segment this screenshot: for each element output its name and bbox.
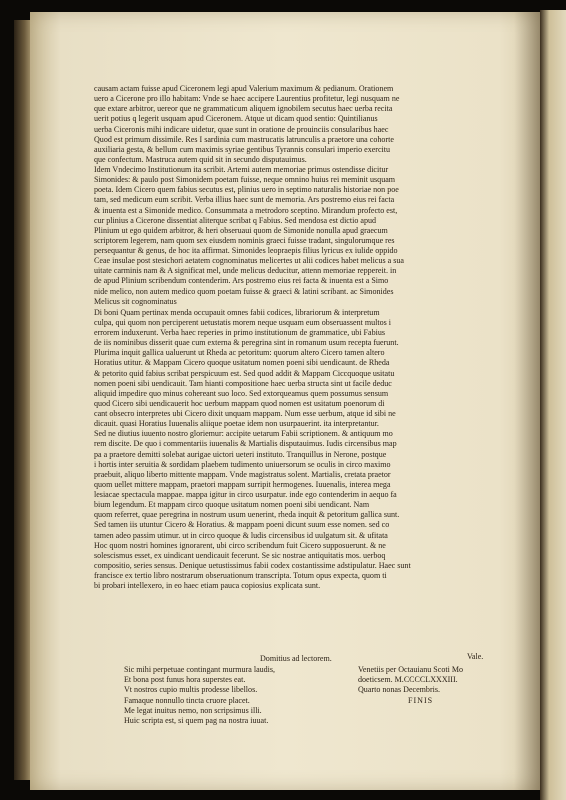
colophon-line: Quarto nonas Decembris. (358, 685, 441, 695)
text-line: uerit potius q legerit usquam apud Ciceronem. Atque ut dicam quod sentio: Quintilianus (94, 114, 378, 124)
colophon-line: doeticsem. M.CCCCLXXXIII. (358, 675, 458, 685)
vale-closing: Vale. (467, 652, 484, 661)
text-line: Idem Vndecimo Institutionum ita scribit. Artemi autem memoriae primus ostendisse dicitur (94, 165, 389, 174)
page-footer (124, 665, 504, 725)
paragraph-2 (94, 308, 506, 592)
text-line: bium legendum. Et mappam circo quoque usitatum nomen poeni sibi uendicant. Nam (94, 500, 370, 510)
verse-block (124, 665, 324, 726)
text-line: Plinium ut ego quidem arbitror, & heri obseruaui quom de Simonide nonulla apud graecum (94, 225, 388, 235)
text-line: uero a Cicerone pro illo habitam: Vnde se haec accipere Laurentius profitetur, legi nusquam ne (94, 94, 400, 104)
paragraph-1 (94, 84, 506, 307)
text-line: cant obsecro interpretes ubi Cicero dixit unquam mappam. Num esse uerbum, atque id sibi ne (94, 409, 396, 418)
verse-line: Et bona post funus hora superstes eat. (124, 675, 246, 685)
text-line: lesiacae spectacula mappae. mappa igitur in circo usurpatur. inde ego contenderim in aequo fa (94, 490, 397, 499)
text-line: errorem induxerunt. Verba haec reperies in primo institutionum de grammatice, ubi Fabius (94, 328, 386, 337)
text-line: rem discite. De quo i commentariis iuuenalis & Martialis disputauimus. Iudis circensibus map (94, 439, 397, 449)
verse-line: Me legat inuitus nemo, non scripsimus illi. (124, 705, 262, 715)
verse-heading: Domitius ad lectorem. (260, 654, 332, 663)
text-line: compositio, series sensus. Denique uetustissimus fabii codex costantissime adstipulatur. Haec sunt (94, 560, 411, 570)
text-line: Plurima inquit gallica ualuerunt ut Rheda ac petoritum: quorum altero Cicero tamen altero (94, 348, 385, 358)
text-line: i hortis inter seruitia & sordidam plaebem tudimento uniuersorum se oculis in circo maximo (94, 459, 391, 469)
text-line: nomen poeni sibi uendicauit. Tam hianti compositione haec uerba structa sint ut facile deduc (94, 378, 392, 388)
text-line: Simonides: & paulo post Simonidem poetam fuisse, neque omnino huius rei meminit usquam (94, 175, 396, 185)
text-line: scriptorem legerem, nam quom sex eiusdem nominis graeci fuisse tradant, singulorumque res (94, 235, 395, 245)
verse-line: Famaque nonnullo tincta cruore placet. (124, 695, 250, 705)
text-line: culpa, qui quom non perciperent uetustatis morem neque usquam eum obseruassent multos i (94, 317, 391, 327)
text-line: uerba Ciceronis mihi indicare uidetur, quae sunt in oratione de prouinciis consularibus haec (94, 124, 389, 134)
text-line: Sed ne diutius iuuento nostro gloriemur: accipite uetarum Fabii scriptionem. & antiquum mo (94, 429, 393, 439)
text-line: dicauit. quasi Horatius Iuuenalis aliique poetae idem non usurpauerint. ita interpretantur. (94, 419, 379, 429)
text-line: praebuit, aliquo liberto mittente mappam. Vnde magistratus solent. Martialis, cretata praetor (94, 469, 391, 479)
finis-text: FINIS (408, 695, 434, 705)
text-line: cur plinius a Cicerone dissentiat aliterque scribat q Fabius. Sed mendosa est dictio apud (94, 215, 377, 225)
text-line: Di boni Quam pertinax menda occupauit omnes fabii codices, librariorum & interpretum (94, 307, 380, 317)
text-line: quom uellet mittere mappam, praetori mappam surripit hermogenes. Iuuenalis, interea mega (94, 479, 391, 489)
text-line: Ceae insulae post stesichori aetatem cognominatus melicertes ut alii codices habet melicus a sua (94, 256, 404, 266)
text-line: que extare arbitror, uereor que ne grammaticum aliquem ignobilem secutus haec uerba recita (94, 104, 393, 114)
text-line: nide melico, non autem medico quom poetam fuisse & graeci & latini scribant. ac Simonides (94, 286, 394, 296)
text-line: Melicus sit cognominatus (94, 296, 177, 306)
text-line: de apud Plinium scribendum contenderim. Ars postremo eius rei facta & inuenta est a Simo (94, 276, 389, 286)
colophon (358, 665, 518, 706)
text-line: causam actam fuisse apud Ciceronem legi apud Valerium maximum & pedianum. Orationem (94, 84, 394, 93)
text-line: francisce ex tertio libro nostrarum obseruationum transcripta. Totum opus expecta, quom ti (94, 571, 387, 580)
text-line: Horatius utitur. & Mappam Cicero quoque usitatum nomen poeni sibi uendicaunt. de Rheda (94, 358, 390, 368)
text-line: uitate carminis nam & A significat mel, unde melicus deducitur, attenn memoriae reppereit. in (94, 266, 397, 276)
verse-line: Huic scripta est, si quem pag na nostra iuuat. (124, 716, 269, 726)
text-line: tam, sed medicum eum scribit. Verba illius haec sunt de memoria. Ars postremo eius rei facta (94, 195, 395, 205)
right-page-edge (540, 10, 566, 800)
colophon-line: Venetiis per Octauianu Scoti Mo (358, 665, 464, 674)
text-line: & petorito quid fabius scribat perspicuum est. Sed quod addit & Mappam Ciccquoque usitatu (94, 368, 395, 378)
text-line: aliquid impedire quo minus cohereant suo loco. Sed extorqueamus quem possumus sensum (94, 388, 389, 398)
text-line: persequantur & genus, de hoc ita affirmat. Simonides leopraepis filius lyricus ex iulide oppido (94, 246, 398, 255)
text-line: que confectum. Mastruca autem quid sit in secundo disputauimus. (94, 154, 307, 164)
text-line: pa a praetore demitti solebat aurigae uictori ueteri instituto. Tranquillus in Nerone, postque (94, 449, 387, 459)
text-line: & inuenta est a Simonide medico. Consummata a metrodoro sceptino. Mirandum profecto est, (94, 205, 398, 215)
text-line: Sed tamen iis utuntur Cicero & Horatius. & mappam poeni dicunt suum esse nomen. sed co (94, 520, 390, 530)
text-line: Hoc quom nostri homines ignorarent, ubi circo scribendum fuit Cicero supposuerunt. & ne (94, 540, 386, 550)
text-line: tamen adeo passim utimur. ut in circo quoque & ludis circensibus id uulgatum sit. & ufitata (94, 530, 388, 540)
text-line: auxiliaria gesta, & bellum cum maximis syriae gentibus Tyrannis consulari imperio exercitu (94, 144, 391, 154)
text-line: quom referret, quae peregrina in nostrum usum uenerint, rheda inquit & petoritum gallica sunt. (94, 510, 400, 520)
text-line: solescismus esset, ex uindicant uendicauit fecerunt. Se sic nostrae antiquitatis mos. uerboq (94, 550, 386, 560)
text-line: Quod est primum dissimile. Res I sardinia cum mastrucatis latrunculis a praetore una cohorte (94, 134, 394, 144)
verse-line: Sic mihi perpetuae contingant murmura laudis, (124, 665, 276, 674)
text-line: quod Cicero sibi uendicauerit hoc uerbum mappam quod nomen est usitatum poenorum di (94, 398, 385, 408)
text-line: de iis nominibus disserit quae cum externa & peregrina sint in romanum usum recepta fuerunt. (94, 338, 399, 348)
verse-line: Vt nostros cupio multis prodesse libellos. (124, 685, 258, 695)
text-line: bi probari intellexero, in eo haec etiam pauca copiosius explicata sunt. (94, 581, 321, 591)
main-text-block (94, 84, 506, 591)
text-line: poeta. Idem Cicero quem fabius secutus est, plinius uero in septimo naturalis historiae non poe (94, 185, 399, 195)
